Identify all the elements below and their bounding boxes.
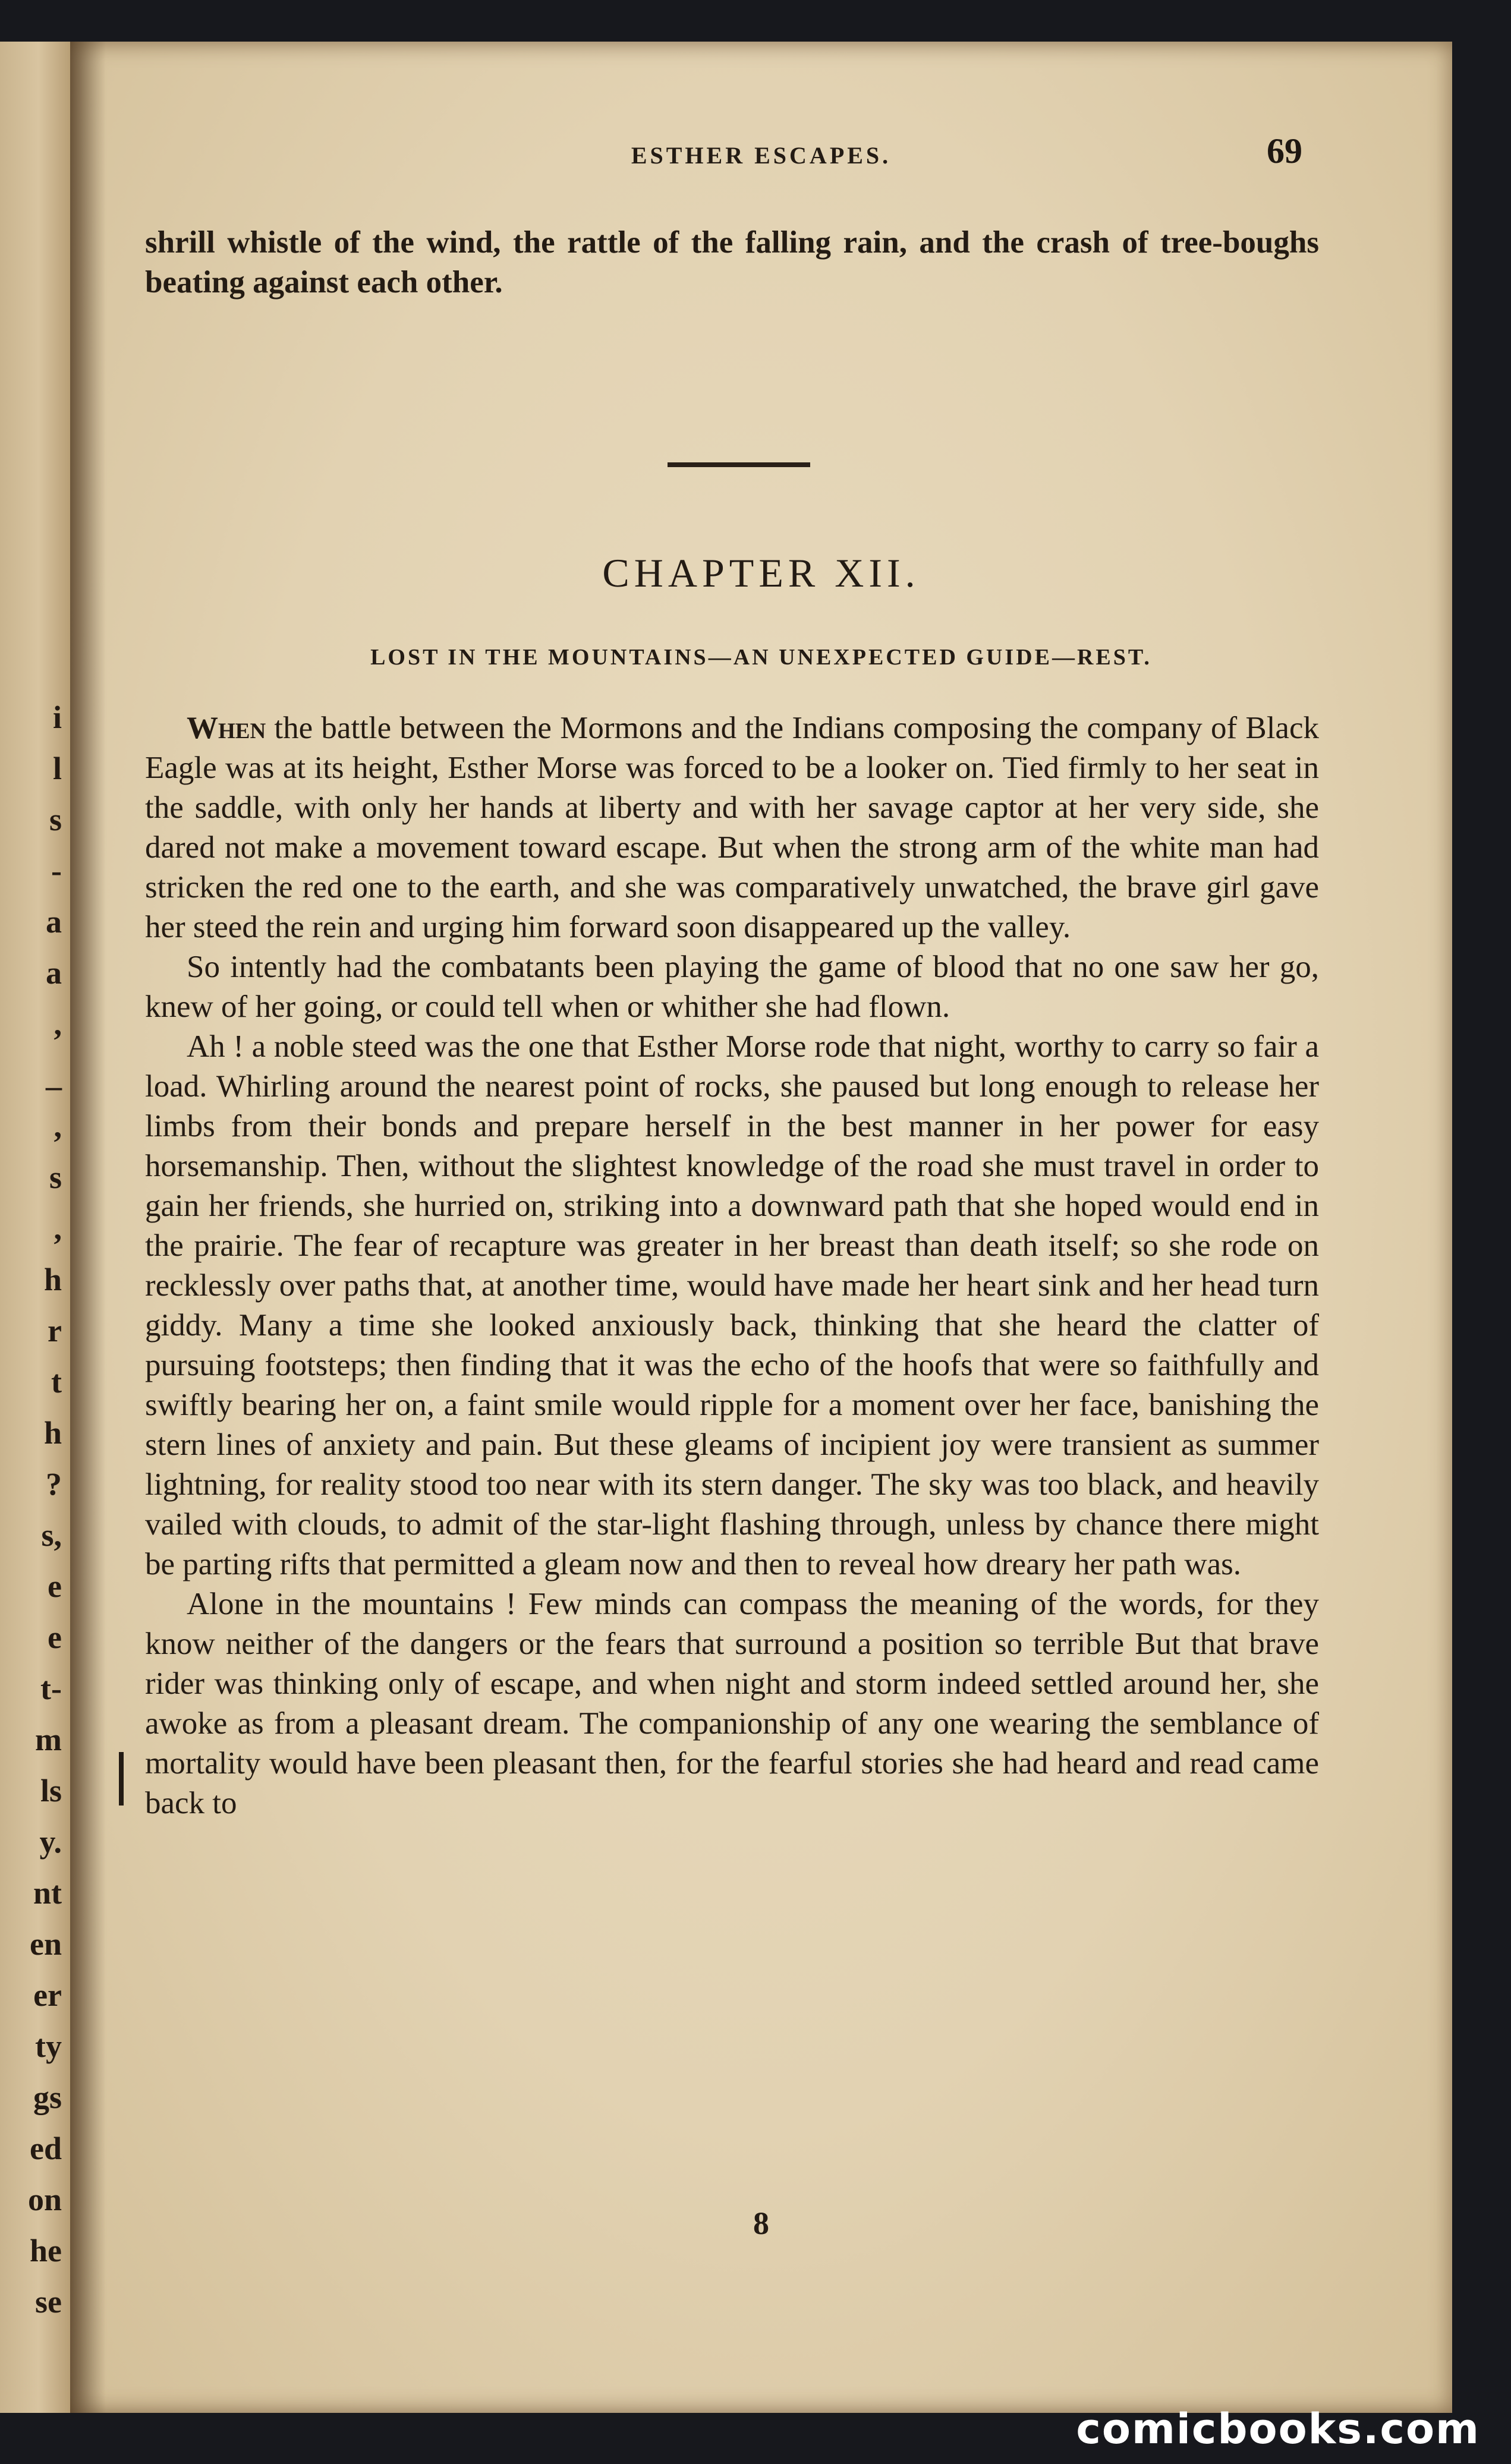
previous-page-fragment: t- bbox=[40, 1671, 62, 1706]
previous-page-fragment: se bbox=[35, 2284, 62, 2320]
paragraph bbox=[145, 708, 1319, 947]
paragraph bbox=[145, 947, 1319, 1027]
paragraph bbox=[145, 1027, 1319, 1584]
paragraph-lead-word: When bbox=[187, 711, 266, 745]
previous-page-fragment: ty bbox=[35, 2028, 62, 2064]
previous-page-fragment: h bbox=[43, 1262, 62, 1297]
page-gutter-shadow bbox=[70, 42, 106, 2413]
section-divider-rule bbox=[668, 462, 810, 467]
chapter-body bbox=[145, 708, 1319, 1823]
paragraph-text: the battle between the Mormons and the Indians composing the company of Black Eagle was at its height, Esther Morse was forced to be a looker on. Tied firmly to her seat in the saddle, with only her hands at liberty and with her savage captor at her very side, she dared not make a movement toward escape. But when the strong arm of the white man had stricken the red one to the earth, and she was comparatively unwatched, the brave girl gave her steed the rein and urging him forward soon disappeared up the valley. bbox=[145, 711, 1319, 944]
previous-page-edge bbox=[0, 42, 70, 2413]
previous-page-fragment: i bbox=[52, 700, 62, 735]
previous-page-fragment: nt bbox=[33, 1875, 62, 1911]
paragraph-text: Ah ! a noble steed was the one that Esther Morse rode that night, worthy to carry so fair a load. Whirling around the nearest point of rocks, she paused but long enough to release her limbs from their bonds and prepare herself in the best manner in her power for easy horsemanship. Then, without the slightest knowledge of the road she must travel in order to gain her friends, she hurried on, striking into a downward path that she hoped would end in the prairie. The fear of recapture was greater in her breast than death itself; so she rode on recklessly over paths that, at another time, would have made her heart sink and her head turn giddy. Many a time she looked anxiously back, thinking that she heard the clatter of pursuing footsteps; then finding that it was the echo of the hoofs that were so faithfully and swiftly bearing her on, a faint smile would ripple for a moment over her face, banishing the stern lines of anxiety and pain. But these gleams of incipient joy were transient as summer lightning, for reality stood too near with its stern danger. The sky was too black, and heavily vailed with clouds, to admit of the star-light flashing through, unless by chance there might be parting rifts that permitted a gleam now and then to reveal how dreary her path was. bbox=[145, 1029, 1319, 1581]
chapter-title: CHAPTER XII. bbox=[602, 550, 920, 595]
previous-page-fragment: h bbox=[43, 1415, 62, 1451]
previous-page-fragment: a bbox=[46, 955, 62, 991]
previous-page-fragment: on bbox=[27, 2182, 62, 2217]
previous-page-fragment: l bbox=[52, 751, 62, 786]
page-number: 69 bbox=[1267, 131, 1302, 171]
signature-mark: 8 bbox=[753, 2205, 769, 2241]
paragraph-text: Alone in the mountains ! Few minds can compass the meaning of the words, for they know neither of the dangers or the fears that surround a position so terrible But that brave rider was thinking only of escape, and when night and storm indeed settled around her, she awoke as from a pleasant dream. The companionship of any one wearing the semblance of mortality would have been pleasant then, for the fearful stories she had heard and read came back to bbox=[145, 1587, 1319, 1820]
previous-page-fragment: ed bbox=[30, 2131, 62, 2166]
previous-page-fragment: , bbox=[53, 1211, 62, 1246]
watermark-logo: comicbooks.com bbox=[1076, 2405, 1480, 2453]
previous-page-fragment: y. bbox=[39, 1824, 62, 1860]
continued-text: shrill whistle of the wind, the rattle of the falling rain, and the crash of tree-boughs beating against each other. bbox=[145, 225, 1319, 300]
previous-page-fragment: a bbox=[46, 904, 62, 940]
previous-page-fragment: m bbox=[35, 1722, 62, 1757]
previous-page-fragment: ? bbox=[46, 1466, 62, 1502]
previous-page-fragment: , bbox=[53, 1108, 62, 1144]
previous-page-fragment: er bbox=[33, 1977, 62, 2013]
previous-page-fragment: e bbox=[48, 1568, 62, 1604]
previous-page-fragment: gs bbox=[33, 2079, 62, 2115]
previous-page-fragment: _ bbox=[46, 1057, 62, 1093]
previous-page-fragment: , bbox=[53, 1006, 62, 1042]
previous-page-fragment: - bbox=[51, 853, 62, 888]
running-head: ESTHER ESCAPES. bbox=[631, 142, 892, 169]
chapter-subtitle: LOST IN THE MOUNTAINS—AN UNEXPECTED GUIDE—REST. bbox=[370, 645, 1152, 670]
margin-pencil-mark bbox=[119, 1752, 124, 1806]
previous-page-fragment: en bbox=[30, 1926, 62, 1962]
previous-page-fragment: r bbox=[48, 1313, 62, 1348]
previous-page-fragment: he bbox=[30, 2233, 62, 2268]
paragraph-text: So intently had the combatants been playing the game of blood that no one saw her go, knew of her going, or could tell when or whither she had flown. bbox=[145, 950, 1319, 1024]
previous-page-fragment: t bbox=[51, 1364, 62, 1400]
previous-page-fragment: ls bbox=[40, 1773, 62, 1808]
previous-page-fragment: s bbox=[49, 802, 62, 837]
previous-page-fragment: s, bbox=[41, 1517, 62, 1553]
book-page bbox=[70, 42, 1452, 2413]
paragraph bbox=[145, 1584, 1319, 1823]
previous-page-fragment: s bbox=[49, 1159, 62, 1195]
previous-page-fragment: e bbox=[48, 1619, 62, 1655]
